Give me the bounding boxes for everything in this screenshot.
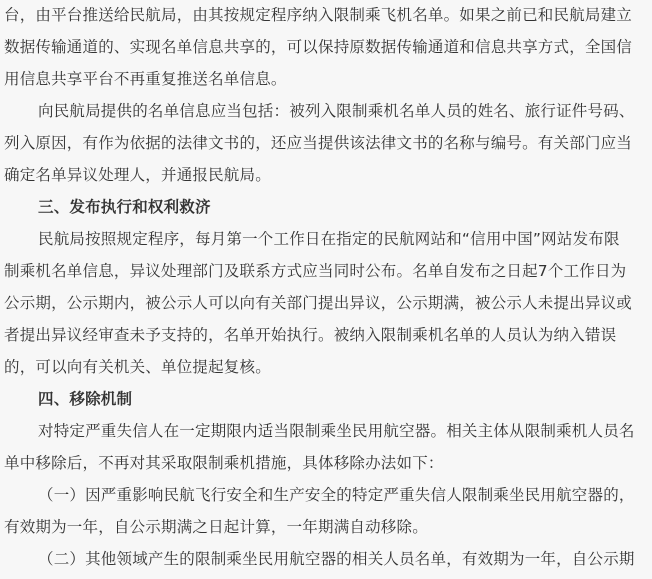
text-line-18: （二）其他领域产生的限制乘坐民用航空器的相关人员名单，有效期为一年，自公示期 <box>38 550 635 568</box>
text-line-5: 列入原因，有作为依据的法律文书的，还应当提供该法律文书的名称与编号。有关部门应当 <box>4 134 633 152</box>
text-line-2: 数据传输通道的、实现名单信息共享的，可以保持原数据传输通道和信息共享方式，全国信 <box>4 38 633 56</box>
text-line-15: 单中移除后，不再对其采取限制乘机措施，具体移除办法如下： <box>4 454 444 472</box>
text-line-4: 向民航局提供的名单信息应当包括：被列入限制乘机名单人员的姓名、旅行证件号码、 <box>38 102 635 120</box>
text-line-6: 确定名单异议处理人，并通报民航局。 <box>4 166 271 184</box>
section-heading-4: 四、移除机制 <box>38 390 133 408</box>
text-line-9: 制乘机名单信息，异议处理部门及联系方式应当同时公布。名单自发布之日起7个工作日为 <box>4 262 627 280</box>
text-line-11: 者提出异议经审查未予支持的，名单开始执行。被纳入限制乘机名单的人员认为纳入错误 <box>4 326 617 344</box>
text-line-3: 用信息共享平台不再重复推送名单信息。 <box>4 70 287 88</box>
text-line-1: 台，由平台推送给民航局，由其按规定程序纳入限制乘飞机名单。如果之前已和民航局建立 <box>4 6 633 24</box>
text-line-10: 公示期，公示期内，被公示人可以向有关部门提出异议，公示期满，被公示人未提出异议或 <box>4 294 633 312</box>
text-line-8: 民航局按照规定程序，每月第一个工作日在指定的民航网站和“信用中国”网站发布限 <box>38 230 620 248</box>
text-line-14: 对特定严重失信人在一定期限内适当限制乘坐民用航空器。相关主体从限制乘机人员名 <box>38 422 635 440</box>
text-line-17: 有效期为一年，自公示期满之日起计算，一年期满自动移除。 <box>4 518 428 536</box>
text-line-12: 的，可以向有关机关、单位提起复核。 <box>4 358 271 376</box>
text-line-16: （一）因严重影响民航飞行安全和生产安全的特定严重失信人限制乘坐民用航空器的， <box>38 486 635 504</box>
section-heading-3: 三、发布执行和权利救济 <box>38 198 211 216</box>
